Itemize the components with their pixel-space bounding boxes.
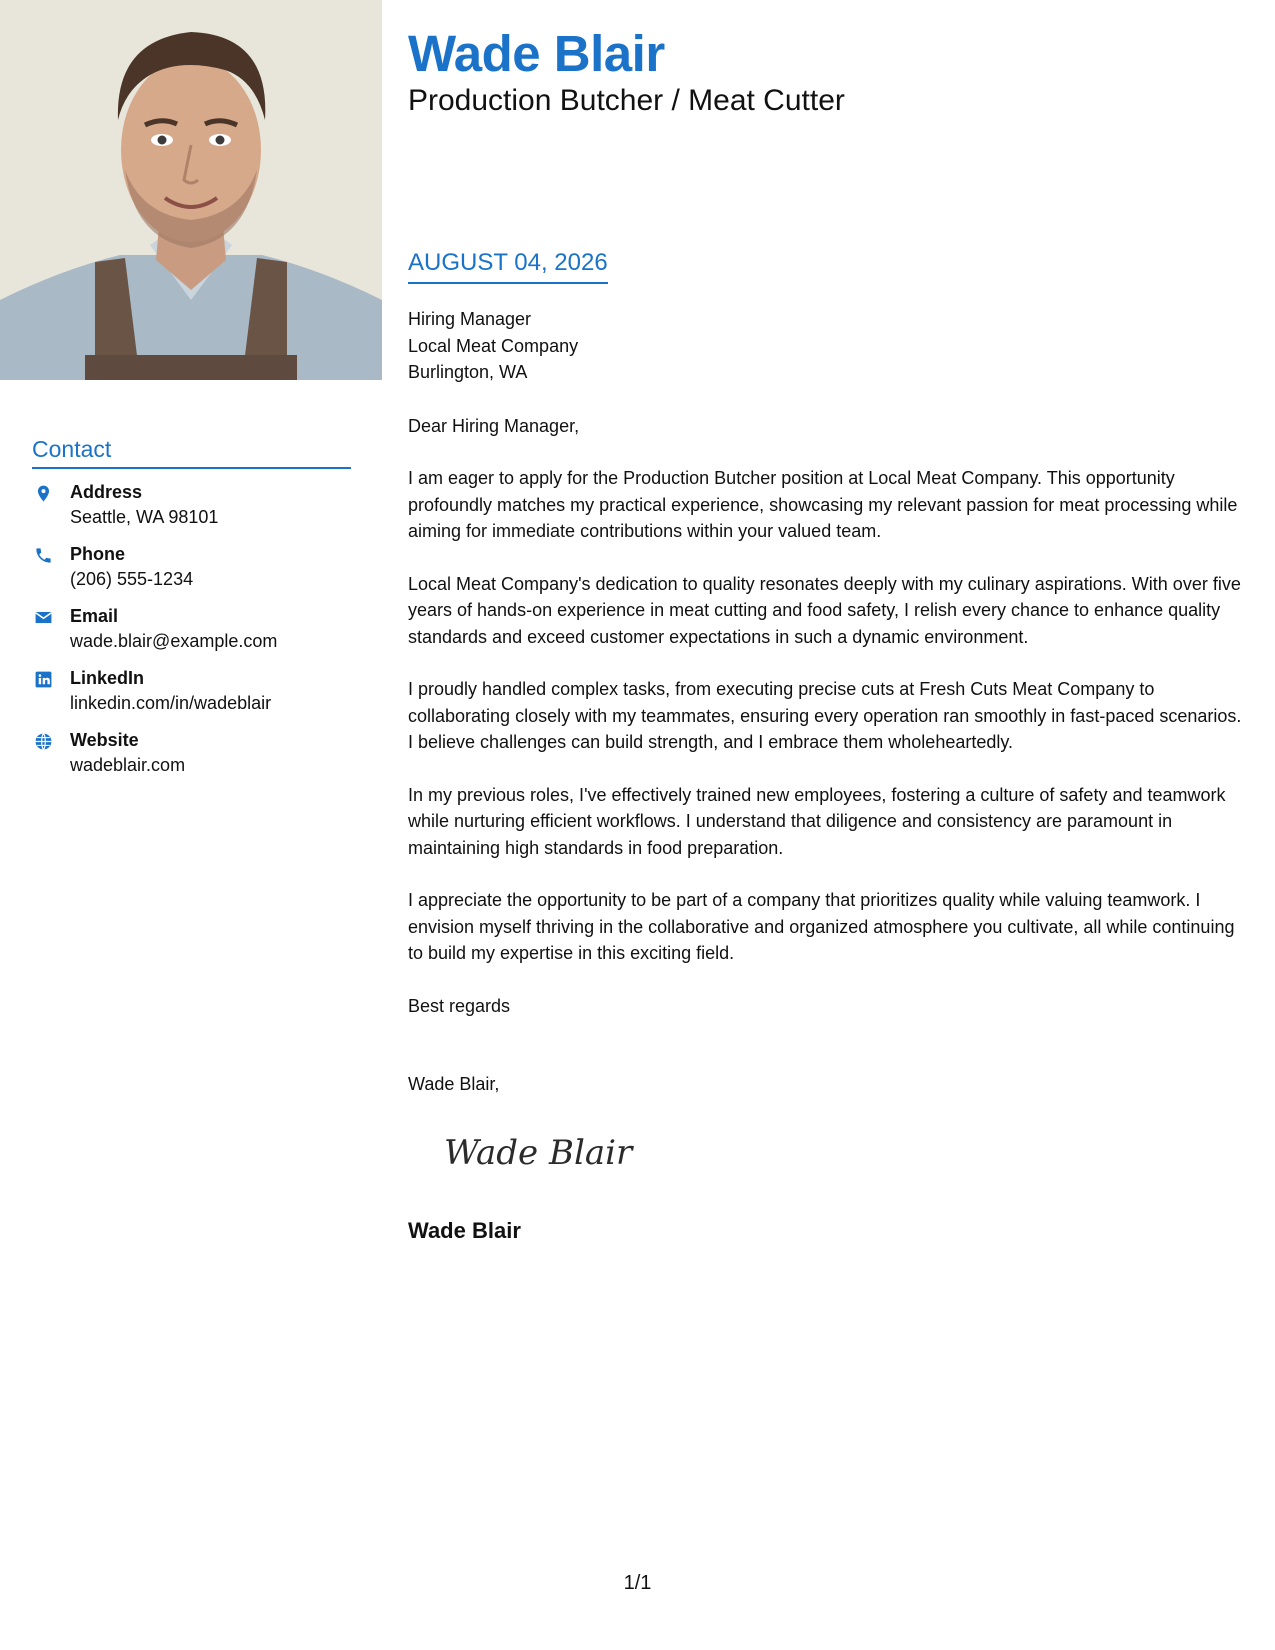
location-pin-icon (32, 481, 70, 503)
contact-item-website (32, 729, 351, 778)
job-title: Production Butcher / Meat Cutter (408, 84, 845, 117)
salutation: Dear Hiring Manager, (408, 415, 580, 436)
contact-heading: Contact (32, 436, 351, 469)
globe-icon (32, 729, 70, 751)
contact-item-phone (32, 543, 351, 592)
contact-label: LinkedIn (70, 668, 145, 688)
contact-value: wade.blair@example.com (70, 631, 278, 651)
paragraph: I am eager to apply for the Production Butcher position at Local Meat Company. This opportunity profoundly matches my practical experience, showcasing my relevant passion for meat processing while aiming for immediate contributions within your valued team. (408, 468, 1238, 541)
paragraph: I appreciate the opportunity to be part of a company that prioritizes quality while valuing teamwork. I envision myself thriving in the collaborative and organized atmosphere you cultivate, all while continuing to build my expertise in this exciting field. (408, 890, 1235, 963)
letter-body (408, 306, 1250, 1098)
recipient-line: Burlington, WA (408, 362, 528, 382)
letter-date: AUGUST 04, 2026 (408, 249, 608, 284)
signature-name: Wade Blair (408, 1218, 521, 1243)
contact-section (32, 436, 351, 791)
handwritten-signature (440, 1128, 640, 1176)
contact-item-linkedin (32, 667, 351, 716)
contact-label: Email (70, 606, 119, 626)
email-icon (32, 605, 70, 627)
contact-label: Address (70, 482, 143, 502)
contact-item-address (32, 481, 351, 530)
applicant-name: Wade Blair (408, 25, 665, 82)
signature-script: Wade Blair (444, 1133, 633, 1173)
contact-value: Seattle, WA 98101 (70, 507, 219, 527)
phone-icon (32, 543, 70, 565)
paragraph: I proudly handled complex tasks, from executing precise cuts at Fresh Cuts Meat Company to collaborating closely with my teammates, ensuring every operation ran smoothly in fast-paced scenarios. I believe challenges can build strength, and I embrace them wholeheartedly. (408, 679, 1242, 752)
profile-photo (0, 0, 382, 380)
contact-label: Phone (70, 544, 126, 564)
linkedin-icon (32, 667, 70, 689)
contact-value: (206) 555-1234 (70, 569, 194, 589)
paragraph: Local Meat Company's dedication to quality resonates deeply with my culinary aspirations. With over five years of hands-on experience in meat cutting and food safety, I relish every chance to enhance quality standards and exceed customer expectations in such a dynamic environment. (408, 573, 1241, 647)
closing: Best regards (408, 995, 511, 1016)
contact-item-email (32, 605, 351, 654)
paragraph: In my previous roles, I've effectively trained new employees, fostering a culture of safety and teamwork while nurturing efficient workflows. I understand that diligence and consistency are paramount in maintaining high standards in food preparation. (408, 784, 1226, 858)
contact-value: wadeblair.com (70, 755, 186, 775)
contact-value: linkedin.com/in/wadeblair (70, 693, 272, 713)
contact-label: Website (70, 730, 139, 750)
page-number: 1/1 (623, 1572, 652, 1594)
recipient-block (408, 306, 1250, 386)
contact-list (32, 481, 351, 778)
recipient-line: Local Meat Company (408, 335, 579, 356)
recipient-line: Hiring Manager (408, 309, 532, 329)
signoff: Wade Blair, (408, 1074, 500, 1094)
